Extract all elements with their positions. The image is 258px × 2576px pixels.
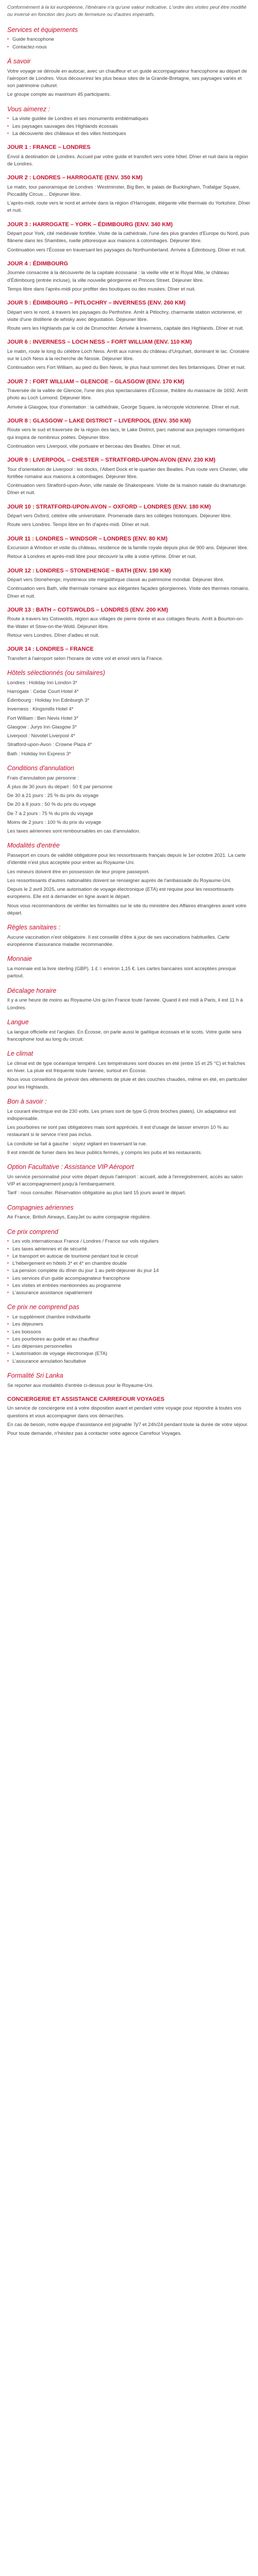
list-item: ▪ L'assurance annulation facultative: [7, 1358, 251, 1365]
compagnies-section: [7, 1203, 251, 1222]
day-4: [7, 260, 251, 293]
day-title: JOUR 7 : FORT WILLIAM – GLENCOE – GLASGOW (ENV. 170 KM): [7, 378, 185, 385]
day-3: [7, 221, 251, 254]
conditions-section: [7, 764, 251, 836]
section-title: CONCIERGERIE ET ASSISTANCE CARREFOUR VOYAGES: [7, 1396, 165, 1402]
section-title: Ce prix comprend: [7, 1228, 58, 1235]
list-item: ▪ L'autorisation de voyage électronique (ETA): [7, 1350, 251, 1358]
section-title: Bon à savoir :: [7, 1097, 47, 1105]
day-title: JOUR 5 : ÉDIMBOURG – PITLOCHRY – INVERNESS (ENV. 260 KM): [7, 300, 186, 306]
paragraph: Route vers le sud et traversée de la région des lacs, le Lake District, parc national aux paysages romantiques qui inspira de nombreux poètes. Déjeuner libre.: [7, 427, 245, 440]
list-item: ▪ La pension complète du dîner du jour 1 au petit-déjeuner du jour 14: [7, 1267, 251, 1275]
included-list: [7, 1238, 251, 1297]
section-title: À savoir: [7, 57, 31, 65]
page: [7, 4, 251, 1437]
day-5: [7, 299, 251, 332]
day-title: JOUR 12 : LONDRES – STONEHENGE – BATH (ENV. 190 KM): [7, 567, 171, 574]
intro-text: Conformément à la loi européenne, l'itinéraire n'a qu'une valeur indicative. L'ordre des visites peut être modifié ou inversé en fonction des jours de fermeture ou d'autres impératifs.: [7, 5, 247, 18]
paragraph: Transfert à l'aéroport selon l'horaire de votre vol et envol vers la France.: [7, 655, 164, 662]
paragraph: En cas de besoin, notre équipe d'assistance est joignable 7j/7 et 24h/24 pendant toute la durée de votre séjour.: [7, 1421, 249, 1428]
hotel-item: Liverpool : Novotel Liverpool 4*: [7, 733, 75, 739]
paragraph: Continuation vers l'Écosse en traversant les paysages du Northumberland. Arrivée à Édimbourg. Dîner et nuit.: [7, 247, 246, 253]
paragraph: Votre voyage se déroule en autocar, avec un chauffeur et un guide accompagnateur francophone au départ de l'aéroport de Londres. Vous découvrirez les plus beaux sites de la Grande-Bretagne, ses paysages variés et son patrimoine culturel.: [7, 68, 247, 89]
paragraph: Il est interdit de fumer dans les lieux publics fermés, y compris les pubs et les restaurants.: [7, 1149, 202, 1156]
paragraph: Traversée de la vallée de Glencoe, l'une des plus spectaculaires d'Écosse, théâtre du massacre de 1692. Arrêt photo au Loch Lomond. Déjeuner libre.: [7, 388, 248, 401]
day-title: JOUR 4 : ÉDIMBOURG: [7, 260, 68, 267]
paragraph: Le matin, route le long du célèbre Loch Ness. Arrêt aux ruines du château d'Urquhart, dominant le lac. Croisière sur le Loch Ness à la recherche de Nessie. Déjeuner libre.: [7, 348, 250, 362]
section-title: Monnaie: [7, 955, 32, 963]
list-item: ▪ L'hébergement en hôtels 3* et 4* en chambre double: [7, 1260, 251, 1267]
hotel-item: Inverness : Kingsmills Hotel 4*: [7, 706, 74, 713]
section-title: Modalités d'entrée: [7, 842, 60, 850]
section-title: Ce prix ne comprend pas: [7, 1303, 79, 1311]
hotel-item: Glasgow : Jurys Inn Glasgow 3*: [7, 724, 77, 730]
paragraph: Route à travers les Cotswolds, région aux villages de pierre dorée et aux cottages fleuris. Arrêt à Bourton-on-the-Water et Stow-on-the-Wold. Déjeuner libre.: [7, 616, 244, 630]
section-title: Langue: [7, 1018, 29, 1026]
paragraph: Envol à destination de Londres. Accueil par votre guide et transfert vers votre hôtel. Dîner et nuit dans la région de Londres.: [7, 154, 248, 167]
paragraph: Continuation vers Bath, ville thermale romaine aux élégantes façades géorgiennes. Visite des thermes romains. Dîner et nuit.: [7, 586, 250, 599]
paragraph: Temps libre dans l'après-midi pour profiter des boutiques ou des musées. Dîner et nuit.: [7, 286, 196, 292]
paragraph: Continuation vers Liverpool, ville portuaire et berceau des Beatles. Dîner et nuit.: [7, 443, 181, 449]
prix-comprend-section: [7, 1227, 251, 1297]
day-1: [7, 143, 251, 168]
list-item: ▪ Les pourboires au guide et au chauffeur: [7, 1336, 251, 1343]
hotel-item: Londres : Holiday Inn London 3*: [7, 680, 77, 686]
list-item: ▪ La découverte des châteaux et des villes historiques: [7, 130, 251, 138]
paragraph: Il y a une heure de moins au Royaume-Uni qu'en France toute l'année. Quand il est midi à Paris, il est 11 h à Londres.: [7, 997, 243, 1011]
bon-a-savoir-section: [7, 1097, 251, 1157]
paragraph: Le climat est de type océanique tempéré. Les températures sont douces en été (entre 15 et 25 °C) et fraîches en hiver. La pluie est fréquente toute l'année, surtout en Écosse.: [7, 1060, 246, 1074]
paragraph: Se reporter aux modalités d'entrée ci-dessus pour le Royaume-Uni.: [7, 1382, 154, 1388]
section-title: Règles sanitaires :: [7, 924, 60, 931]
paragraph: Les mineurs doivent être en possession de leur propre passeport.: [7, 869, 150, 875]
section-title: Formalité Sri Lanka: [7, 1371, 63, 1379]
day-title: JOUR 13 : BATH – COTSWOLDS – LONDRES (ENV. 200 KM): [7, 606, 168, 613]
day-title: JOUR 6 : INVERNESS – LOCH NESS – FORT WILLIAM (ENV. 110 KM): [7, 339, 192, 346]
paragraph: La conduite se fait à gauche : soyez vigilant en traversant la rue.: [7, 1141, 147, 1147]
list-item: ▪ Les dépenses personnelles: [7, 1343, 251, 1350]
paragraph: Départ vers le nord, à travers les paysages du Perthshire. Arrêt à Pitlochry, charmante station victorienne, et visite d'une distillerie de whisky avec dégustation. Déjeuner libre.: [7, 309, 242, 323]
paragraph: Route vers Londres. Temps libre en fin d'après-midi. Dîner et nuit.: [7, 522, 150, 528]
day-title: JOUR 8 : GLASGOW – LAKE DISTRICT – LIVERPOOL (ENV. 350 KM): [7, 417, 191, 424]
modalites-section: [7, 841, 251, 917]
monnaie-section: [7, 954, 251, 980]
section-title: Compagnies aériennes: [7, 1204, 74, 1211]
day-title: JOUR 3 : HARROGATE – YORK – ÉDIMBOURG (ENV. 340 KM): [7, 221, 173, 228]
paragraph: L'après-midi, route vers le nord et arrivée dans la région d'Harrogate, élégante ville thermale du Yorkshire. Dîner et nuit.: [7, 200, 250, 214]
paragraph: Un service personnalisé pour votre départ depuis l'aéroport : accueil, aide à l'enregistrement, accès au salon VIP et accompagnement jusqu'à l'embarquement.: [7, 1174, 243, 1187]
section-title: Décalage horaire: [7, 987, 57, 994]
hotels-section: [7, 668, 251, 758]
paragraph: Retour vers Londres. Dîner d'adieu et nuit.: [7, 632, 100, 638]
assistance-section: [7, 1162, 251, 1197]
langue-section: [7, 1018, 251, 1043]
paragraph: Départ pour York, cité médiévale fortifiée. Visite de la cathédrale, l'une des plus grandes d'Europe du Nord, puis flânerie dans les Shambles, ruelle pittoresque aux maisons à colombages. Déjeuner libre.: [7, 231, 250, 244]
list-item: ▪ Les boissons: [7, 1329, 251, 1336]
day-title: JOUR 14 : LONDRES – FRANCE: [7, 646, 94, 652]
section-title: Services et équipements: [7, 26, 78, 33]
section-title: Option Facultative : Assistance VIP Aéroport: [7, 1163, 134, 1171]
day-8: [7, 417, 251, 450]
day-12: [7, 567, 251, 600]
list-item: ▪ Le transport en autocar de tourisme pendant tout le circuit: [7, 1253, 251, 1260]
paragraph: La langue officielle est l'anglais. En Écosse, on parle aussi le gaélique écossais et le scots. Votre guide sera francophone tout au long du circuit.: [7, 1029, 241, 1042]
sante-section: [7, 923, 251, 948]
decalage-section: [7, 986, 251, 1012]
list-item: ▪ Les paysages sauvages des Highlands écossais: [7, 123, 251, 130]
services-list: [7, 36, 251, 51]
list-item: ▪ Les visites et entrées mentionnées au programme: [7, 1282, 251, 1290]
paragraph: Le groupe compte au maximum 45 participants.: [7, 92, 111, 98]
paragraph: Continuation vers Stratford-upon-Avon, ville natale de Shakespeare. Visite de la maison natale du dramaturge. Dîner et nuit.: [7, 483, 247, 496]
paragraph: Route vers les Highlands par le col de Drumochter. Arrivée à Inverness, capitale des Highlands. Dîner et nuit.: [7, 326, 244, 331]
a-savoir-section: [7, 57, 251, 99]
day-13: [7, 606, 251, 639]
paragraph: Le courant électrique est de 230 volts. Les prises sont de type G (trois broches plates). Un adaptateur est indispensable.: [7, 1108, 236, 1122]
day-title: JOUR 10 : STRATFORD-UPON-AVON – OXFORD – LONDRES (ENV. 180 KM): [7, 503, 211, 510]
day-11: [7, 535, 251, 561]
paragraph: Frais d'annulation par personne :: [7, 775, 79, 781]
paragraph: Nous vous conseillons de prévoir des vêtements de pluie et des couches chaudes, même en été, en particulier pour les Highlands.: [7, 1077, 248, 1090]
day-title: JOUR 2 : LONDRES – HARROGATE (ENV. 350 KM): [7, 175, 143, 181]
paragraph: Tarif : nous consulter. Réservation obligatoire au plus tard 15 jours avant le départ.: [7, 1190, 186, 1196]
day-10: [7, 503, 251, 529]
day-6: [7, 338, 251, 371]
paragraph: Nous vous recommandons de vérifier les formalités sur le site du ministère des Affaires étrangères avant votre départ.: [7, 903, 247, 916]
paragraph: Arrivée à Glasgow, tour d'orientation : la cathédrale, George Square, la nécropole victorienne. Dîner et nuit.: [7, 404, 240, 410]
list-item: ▪ Les déjeuners: [7, 1321, 251, 1328]
paragraph: Les ressortissants d'autres nationalités doivent se renseigner auprès de l'ambassade du Royaume-Uni.: [7, 877, 232, 884]
formalites-section: [7, 1371, 251, 1389]
day-7: [7, 378, 251, 411]
paragraph: Depuis le 2 avril 2025, une autorisation de voyage électronique (ETA) est requise pour les ressortissants européens. Elle est à demander en ligne avant le départ.: [7, 887, 234, 900]
hotel-item: Édimbourg : Holiday Inn Edinburgh 3*: [7, 698, 89, 703]
vous-aimerez-section: [7, 105, 251, 138]
list-item: ▪ Les taxes aériennes et de sécurité: [7, 1246, 251, 1253]
section-title: Vous aimerez :: [7, 105, 50, 113]
paragraph: Départ vers Oxford, célèbre ville universitaire. Promenade dans les collèges historiques. Déjeuner libre.: [7, 513, 232, 519]
paragraph: Aucune vaccination n'est obligatoire. Il est conseillé d'être à jour de ses vaccinations habituelles. Carte européenne d'assurance maladie recommandée.: [7, 934, 230, 947]
paragraph: Retour à Londres et après-midi libre pour découvrir la ville à votre rythme. Dîner et nuit.: [7, 554, 197, 560]
list-item: ▪ Guide francophone: [7, 36, 251, 43]
paragraph: Les pourboires ne sont pas obligatoires mais sont appréciés. Il est d'usage de laisser environ 10 % au restaurant si le service n'est pas inclus.: [7, 1125, 229, 1138]
paragraph: La monnaie est la livre sterling (GBP). 1 £ = environ 1,15 €. Les cartes bancaires sont acceptées presque partout.: [7, 966, 236, 979]
hotel-item: Bath : Holiday Inn Express 3*: [7, 751, 71, 757]
section-title: Conditions d'annulation: [7, 764, 74, 772]
list-item: ▪ La visite guidée de Londres et ses monuments emblématiques: [7, 115, 251, 123]
list-item: ▪ L'assurance assistance rapatriement: [7, 1290, 251, 1297]
paragraph: De 30 à 21 jours : 25 % du prix du voyage: [7, 793, 99, 799]
day-14: [7, 645, 251, 663]
services-section: [7, 25, 251, 51]
paragraph: De 7 à 2 jours : 75 % du prix du voyage: [7, 810, 93, 817]
paragraph: Moins de 2 jours : 100 % du prix du voyage: [7, 819, 102, 825]
section-title: Hôtels sélectionnés (ou similaires): [7, 669, 105, 676]
paragraph: À plus de 30 jours du départ : 50 € par personne: [7, 784, 112, 790]
paragraph: Passeport en cours de validité obligatoire pour les ressortissants français depuis le 1er octobre 2021. La carte d'identité n'est plus acceptée pour entrer au Royaume-Uni.: [7, 853, 246, 866]
list-item: ▪ Le supplément chambre individuelle: [7, 1314, 251, 1321]
section-title: Le climat: [7, 1050, 34, 1057]
contact-link[interactable]: ▪ Contactez-nous: [7, 44, 251, 51]
prix-ne-comprend-pas-section: [7, 1302, 251, 1365]
highlights-list: [7, 115, 251, 138]
paragraph: Excursion à Windsor et visite du château, résidence de la famille royale depuis plus de 900 ans. Déjeuner libre.: [7, 545, 249, 551]
conciergerie-section: [7, 1395, 251, 1438]
excluded-list: [7, 1314, 251, 1365]
paragraph: Les taxes aériennes sont remboursables en cas d'annulation.: [7, 828, 140, 834]
paragraph: De 20 à 8 jours : 50 % du prix du voyage: [7, 802, 96, 808]
hotel-item: Stratford-upon-Avon : Crowne Plaza 4*: [7, 742, 92, 748]
hotel-item: Harrogate : Cedar Court Hotel 4*: [7, 688, 79, 694]
paragraph: Tour d'orientation de Liverpool : les docks, l'Albert Dock et le quartier des Beatles. Puis route vers Chester, ville fortifiée romaine aux maisons à colombages. Déjeuner libre.: [7, 466, 248, 480]
day-9: [7, 456, 251, 497]
day-2: [7, 174, 251, 215]
paragraph: Journée consacrée à la découverte de la capitale écossaise : la vieille ville et le Royal Mile, le château d'Édimbourg (entrée incluse), la ville nouvelle géorgienne et Princes Street. Déjeuner libre.: [7, 270, 229, 283]
paragraph: Le matin, tour panoramique de Londres : Westminster, Big Ben, le palais de Buckingham, Trafalgar Square, Piccadilly Circus… Déjeuner libre.: [7, 184, 240, 197]
list-item: ▪ Les vols internationaux France / Londres / France sur vols réguliers: [7, 1238, 251, 1245]
paragraph: Un service de conciergerie est à votre disposition avant et pendant votre voyage pour répondre à toutes vos questions et vous accompagner dans vos démarches.: [7, 1405, 241, 1419]
day-title: JOUR 9 : LIVERPOOL – CHESTER – STRATFORD-UPON-AVON (ENV. 230 KM): [7, 457, 216, 463]
hotel-item: Fort William : Ben Nevis Hotel 3*: [7, 715, 78, 721]
list-item: ▪ Les services d'un guide accompagnateur francophone: [7, 1275, 251, 1282]
paragraph: Pour toute demande, n'hésitez pas à contacter votre agence Carrefour Voyages.: [7, 1431, 182, 1436]
paragraph: Continuation vers Fort William, au pied du Ben Nevis, le plus haut sommet des îles britanniques. Dîner et nuit.: [7, 365, 246, 371]
paragraph: Air France, British Airways, EasyJet ou autre compagnie régulière.: [7, 1214, 151, 1221]
climat-section: [7, 1049, 251, 1091]
day-title: JOUR 1 : FRANCE – LONDRES: [7, 144, 91, 150]
day-title: JOUR 11 : LONDRES – WINDSOR – LONDRES (ENV. 80 KM): [7, 535, 168, 542]
paragraph: Départ vers Stonehenge, mystérieux site mégalithique classé au patrimoine mondial. Déjeuner libre.: [7, 577, 224, 583]
itinerary: [7, 143, 251, 663]
